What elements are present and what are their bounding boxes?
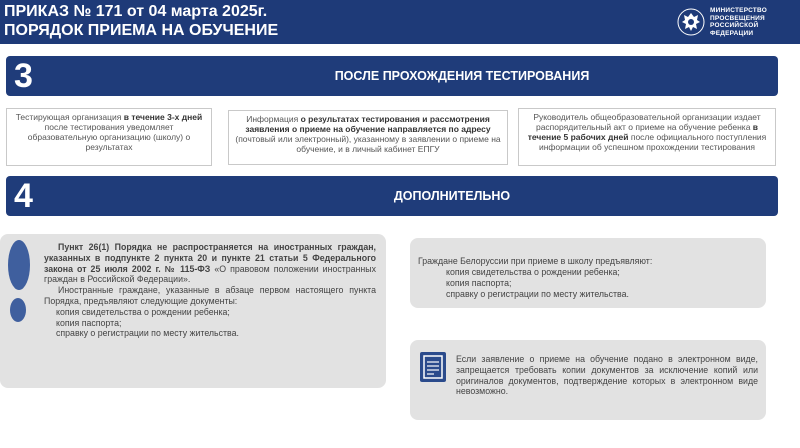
section-4-title: ДОПОЛНИТЕЛЬНО <box>393 189 511 203</box>
document-screen-icon <box>420 352 446 382</box>
list-item: копия паспорта; <box>446 278 512 288</box>
eagle-emblem-icon <box>676 7 706 37</box>
list-item: справку о регистрации по месту жительства. <box>56 328 239 339</box>
section-3-number: 3 <box>14 57 33 95</box>
results-info-box: Информация о результатах тестирования и рассмотрения заявления о приеме на обучение направляется по адресу (почтовый или электронный), указанному в заявлении о приеме на обучение, и в личный кабинет ЕПГУ <box>228 110 508 165</box>
section-4-bar <box>6 176 778 216</box>
decor-oval-small-icon <box>10 298 26 322</box>
section-3-title: ПОСЛЕ ПРОХОЖДЕНИЯ ТЕСТИРОВАНИЯ <box>334 69 590 83</box>
decor-oval-icon <box>8 240 30 290</box>
title-line-2: ПОРЯДОК ПРИЕМА НА ОБУЧЕНИЕ <box>4 22 279 39</box>
ministry-name: МИНИСТЕРСТВО ПРОСВЕЩЕНИЯ РОССИЙСКОЙ ФЕДЕРАЦИИ <box>710 7 767 37</box>
section-3-bar <box>6 56 778 96</box>
ministry-logo <box>676 4 796 40</box>
list-item: справку о регистрации по месту жительства. <box>446 289 629 299</box>
belarus-citizens-text: Граждане Белоруссии при приеме в школу предъявляют: копия свидетельства о рождении ребенка; копия паспорта; справку о регистрации по месту жительства. <box>418 256 758 300</box>
director-order-box: Руководитель общеобразовательной организации издает распорядительный акт о приеме на обучение ребенка в течение 5 рабочих дней после официального поступления информации об успешном прохождении тестирования <box>518 108 776 166</box>
testing-org-notice-box: Тестирующая организация в течение 3-х дней после тестирования уведомляет образовательную организацию (школу) о результатах <box>6 108 212 166</box>
page-title <box>4 2 278 40</box>
title-line-1: ПРИКАЗ № 171 от 04 марта 2025г. <box>4 3 268 20</box>
list-item: копия свидетельства о рождении ребенка; <box>56 306 230 317</box>
electronic-application-text: Если заявление о приеме на обучение подано в электронном виде, запрещается требовать копии документов за исключение копий или оригиналов документов, подтверждение которых в электронном виде невозможно. <box>456 354 758 397</box>
foreign-citizens-text: Пункт 26(1) Порядка не распространяется на иностранных граждан, указанных в подпункте 2 пункта 20 и пункте 21 статьи 5 Федерального закона от 25 июля 2002 г. № 115-ФЗ «О правовом положении иностранных граждан в Российской Федерации». Иностранные граждане, указанные в абзаце первом настоящего пункта Порядка, предъявляют следующие документы: копия свидетельства о рождении ребенка; копия паспорта; справку о регистрации по месту жительства. <box>44 242 376 339</box>
list-item: копия свидетельства о рождении ребенка; <box>446 267 620 277</box>
section-4-number: 4 <box>14 177 33 215</box>
list-item: копия паспорта; <box>56 317 122 328</box>
header-banner <box>0 0 800 44</box>
